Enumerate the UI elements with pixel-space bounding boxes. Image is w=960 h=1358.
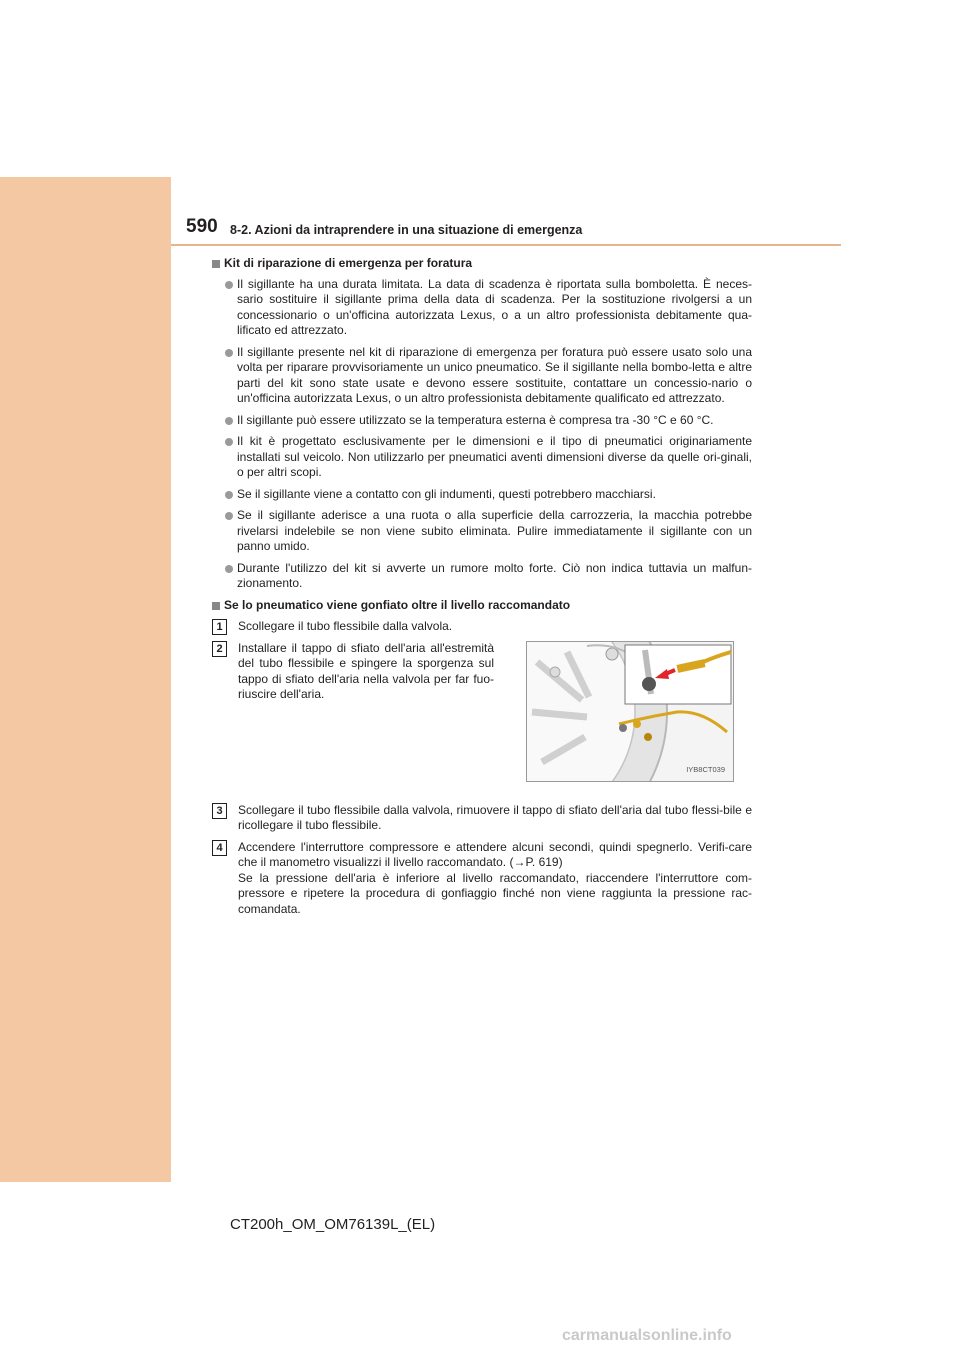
list-item: Durante l'utilizzo del kit si avverte un rumore molto forte. Ciò non indica tuttavia un malfun-zionamento. xyxy=(212,561,752,592)
page-content xyxy=(212,256,752,923)
step-number: 1 xyxy=(212,619,227,635)
step-number: 3 xyxy=(212,803,227,819)
circle-bullet-icon xyxy=(225,491,233,499)
step-2: 2 Installare il tappo di sfiato dell'aria all'estremità del tubo flessibile e spingere la sporgenza sul tappo di sfiato dell'aria nella valvola per far fuo-riuscire dell'aria. IYB8CT039 xyxy=(212,641,752,791)
circle-bullet-icon xyxy=(225,565,233,573)
watermark: carmanualsonline.info xyxy=(562,1327,732,1344)
list-item: Il sigillante può essere utilizzato se la temperatura esterna è compresa tra -30 °C e 60 °C. xyxy=(212,413,752,429)
step-1: 1 Scollegare il tubo flessibile dalla valvola. xyxy=(212,619,752,635)
list-item: Il sigillante presente nel kit di riparazione di emergenza per foratura può essere usato solo una volta per riparare provvisoriamente un unico pneumatico. Se il sigillante nella bombo-letta e altre parti del kit sono state usate e devono essere sostituite, contattare un concessio-nario o un'officina autorizzata Lexus, o un altro professionista debitamente qualificato ed attrezzato. xyxy=(212,345,752,407)
side-tab xyxy=(0,177,171,1182)
tire-valve-illustration xyxy=(527,642,733,781)
page-number: 590 xyxy=(186,216,218,237)
figure-code: IYB8CT039 xyxy=(686,765,725,774)
circle-bullet-icon xyxy=(225,281,233,289)
list-item: Il kit è progettato esclusivamente per le dimensioni e il tipo di pneumatici originariamente installati sul veicolo. Non utilizzarlo per pneumatici aventi dimensioni diverse da quelle ori-ginali, o per altri scopi. xyxy=(212,434,752,481)
step-number: 4 xyxy=(212,840,227,856)
circle-bullet-icon xyxy=(225,438,233,446)
step-number: 2 xyxy=(212,641,227,657)
list-item: Il sigillante ha una durata limitata. La data di scadenza è riportata sulla bomboletta. È neces-sario sostituire il sigillante prima della data di scadenza. Per la sostituzione rivolgersi a un concessionario o un'officina autorizzata Lexus, o a un altro professionista debitamente qua-lificato ed attrezzato. xyxy=(212,277,752,339)
circle-bullet-icon xyxy=(225,349,233,357)
list-item: Se il sigillante aderisce a una ruota o alla superficie della carrozzeria, la macchia potrebbe rivelarsi indelebile se non viene subito eliminata. Pulire immediatamente il sigillante con un panno umido. xyxy=(212,508,752,555)
header-divider xyxy=(171,244,841,246)
kit-heading: Kit di riparazione di emergenza per foratura xyxy=(212,256,752,272)
list-item: Se il sigillante viene a contatto con gli indumenti, questi potrebbero macchiarsi. xyxy=(212,487,752,503)
document-code: CT200h_OM_OM76139L_(EL) xyxy=(230,1216,436,1233)
square-bullet-icon xyxy=(212,260,220,268)
circle-bullet-icon xyxy=(225,417,233,425)
valve-illustration xyxy=(526,641,734,782)
square-bullet-icon xyxy=(212,602,220,610)
step-4: 4 Accendere l'interruttore compressore e attendere alcuni secondi, quindi spegnerlo. Verifi-care che il manometro visualizzi il livello raccomandato. (→P. 619) Se la pressione dell'aria è inferiore al livello raccomandato, riaccendere l'interruttore com-pressore e ripetere la procedura di gonfiaggio finché non viene raggiunta la pressione rac-comandata. xyxy=(212,840,752,918)
circle-bullet-icon xyxy=(225,512,233,520)
section-title: 8-2. Azioni da intraprendere in una situazione di emergenza xyxy=(230,223,583,237)
overinflation-heading: Se lo pneumatico viene gonfiato oltre il livello raccomandato xyxy=(212,598,752,614)
step-3: 3 Scollegare il tubo flessibile dalla valvola, rimuovere il tappo di sfiato dell'aria dal tubo flessi-bile e ricollegare il tubo flessibile. xyxy=(212,803,752,834)
